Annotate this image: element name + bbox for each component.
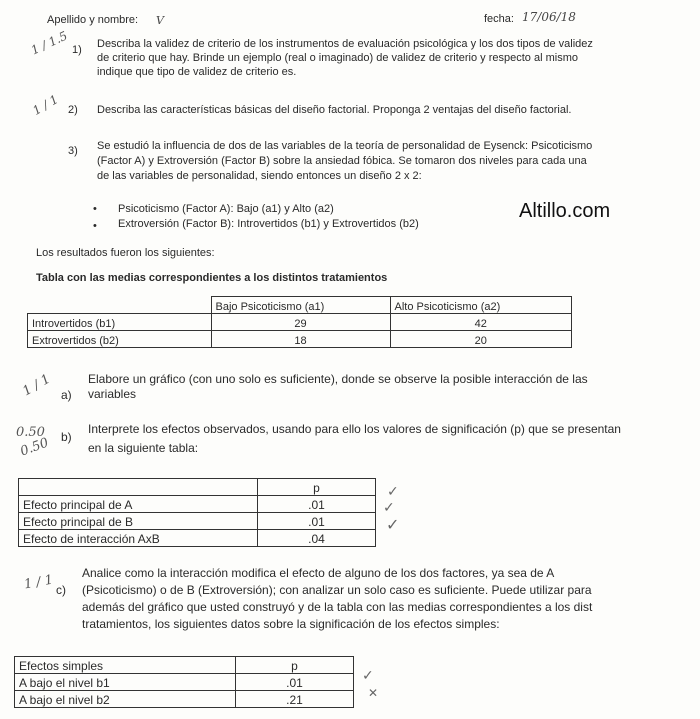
- bullet-psicoticismo: Psicoticismo (Factor A): Bajo (a1) y Alto (a2): [118, 203, 334, 215]
- table-cell: 42: [390, 314, 572, 331]
- table-cell: Extrovertidos (b2): [28, 331, 212, 348]
- table-cell: A bajo el nivel b2: [15, 691, 236, 708]
- table-cell: 20: [390, 331, 572, 348]
- q3-number: 3): [68, 145, 78, 157]
- q1-line-3: indique que tipo de validez de criterio es.: [97, 66, 297, 78]
- table-row: [15, 691, 354, 708]
- table-row: [15, 674, 354, 691]
- grade-c: 1 / 1: [22, 572, 55, 593]
- name-value: V: [156, 14, 164, 27]
- table-cell: [28, 297, 212, 314]
- bullet-extroversion: Extroversión (Factor B): Introvertidos (b1) y Extrovertidos (b2): [118, 218, 419, 230]
- table-cell: .01: [258, 496, 376, 513]
- grade-b-bottom: 0.50: [18, 435, 51, 460]
- table-cell: .04: [258, 530, 376, 547]
- table-cell: [19, 479, 258, 496]
- means-table: [27, 296, 572, 348]
- sub-c-letter: c): [56, 583, 66, 597]
- table-cell: Introvertidos (b1): [28, 314, 212, 331]
- means-table-title: Tabla con las medias correspondientes a los distintos tratamientos: [36, 272, 388, 284]
- table-row: [19, 496, 376, 513]
- q1-number: 1): [72, 44, 82, 56]
- table-header: p: [236, 657, 354, 674]
- q3-line-3: de las variables de personalidad, siendo entonces un diseño 2 x 2:: [97, 170, 422, 182]
- table-row: [28, 331, 572, 348]
- q1-line-1: Describa la validez de criterio de los instrumentos de evaluación psicológica y los dos tipos de validez: [97, 38, 593, 50]
- bullet-dot: •: [93, 220, 97, 232]
- table-cell: .01: [236, 674, 354, 691]
- date-value: 17/06/18: [522, 10, 576, 24]
- table-header: Bajo Psicoticismo (a1): [211, 297, 390, 314]
- table-row: [19, 479, 376, 496]
- table-header: p: [258, 479, 376, 496]
- check-icon: ✓: [387, 484, 399, 500]
- table-cell: A bajo el nivel b1: [15, 674, 236, 691]
- bullet-dot: •: [93, 203, 97, 215]
- table-row: [19, 530, 376, 547]
- q1-line-2: de criterio que hay. Brinde un ejemplo (real o imaginado) de validez de criterio y respecto al mismo: [97, 52, 578, 64]
- p-table: [18, 478, 376, 547]
- table-header: Efectos simples: [15, 657, 236, 674]
- sub-a-letter: a): [61, 388, 72, 402]
- grade-q1: 1 / 1.5: [28, 28, 70, 58]
- q2-text: Describa las características básicas del diseño factorial. Proponga 2 ventajas del diseño factorial.: [97, 104, 572, 116]
- sub-c-line-4: tratamientos, los siguientes datos sobre la significación de los efectos simples:: [82, 617, 500, 631]
- q3-line-2: (Factor A) y Extroversión (Factor B) sobre la ansiedad fóbica. Se tomaron dos niveles para cada una: [97, 155, 587, 167]
- sub-c-line-3: además del gráfico que usted construyó y de la tabla con las medias correspondientes a los dist: [82, 600, 593, 614]
- table-cell: 29: [211, 314, 390, 331]
- check-icon: ✓: [383, 500, 395, 516]
- sub-b-letter: b): [61, 430, 72, 444]
- table-header: Alto Psicoticismo (a2): [390, 297, 572, 314]
- table-cell: 18: [211, 331, 390, 348]
- table-row: [28, 297, 572, 314]
- table-cell: Efecto principal de A: [19, 496, 258, 513]
- check-icon: ✓: [386, 515, 400, 534]
- sub-a-line-2: variables: [88, 387, 137, 401]
- cross-icon: ✕: [368, 686, 379, 700]
- q3-line-1: Se estudió la influencia de dos de las variables de la teoría de personalidad de Eysenck: Psicoticismo: [97, 140, 593, 152]
- sub-a-line-1: Elabore un gráfico (con uno solo es suficiente), donde se observe la posible interacción de las: [88, 372, 588, 386]
- grade-q2: 1 / 1: [30, 92, 61, 118]
- check-icon: ✓: [362, 668, 374, 684]
- sub-b-line-2: en la siguiente tabla:: [88, 441, 199, 455]
- simple-effects-table: [14, 656, 354, 708]
- table-cell: Efecto principal de B: [19, 513, 258, 530]
- sub-c-line-1: Analice como la interacción modifica el efecto de alguno de los dos factores, ya sea de A: [82, 566, 555, 580]
- results-intro: Los resultados fueron los siguientes:: [36, 247, 215, 259]
- date-label: fecha:: [484, 13, 514, 25]
- table-row: [28, 314, 572, 331]
- table-cell: .21: [236, 691, 354, 708]
- sub-b-line-1: Interprete los efectos observados, usando para ello los valores de significación (p) que se presentan: [88, 422, 621, 436]
- table-row: [19, 513, 376, 530]
- name-label: Apellido y nombre:: [47, 14, 139, 26]
- table-cell: Efecto de interacción AxB: [19, 530, 258, 547]
- sub-c-line-2: (Psicoticismo) o de B (Extroversión); con analizar un solo caso es suficiente. Puede utilizar para: [82, 583, 592, 597]
- table-cell: .01: [258, 513, 376, 530]
- grade-a: 1 / 1: [20, 371, 53, 400]
- table-row: [15, 657, 354, 674]
- grade-b-top: 0.50: [16, 425, 45, 440]
- watermark: Altillo.com: [519, 200, 611, 222]
- q2-number: 2): [68, 104, 78, 116]
